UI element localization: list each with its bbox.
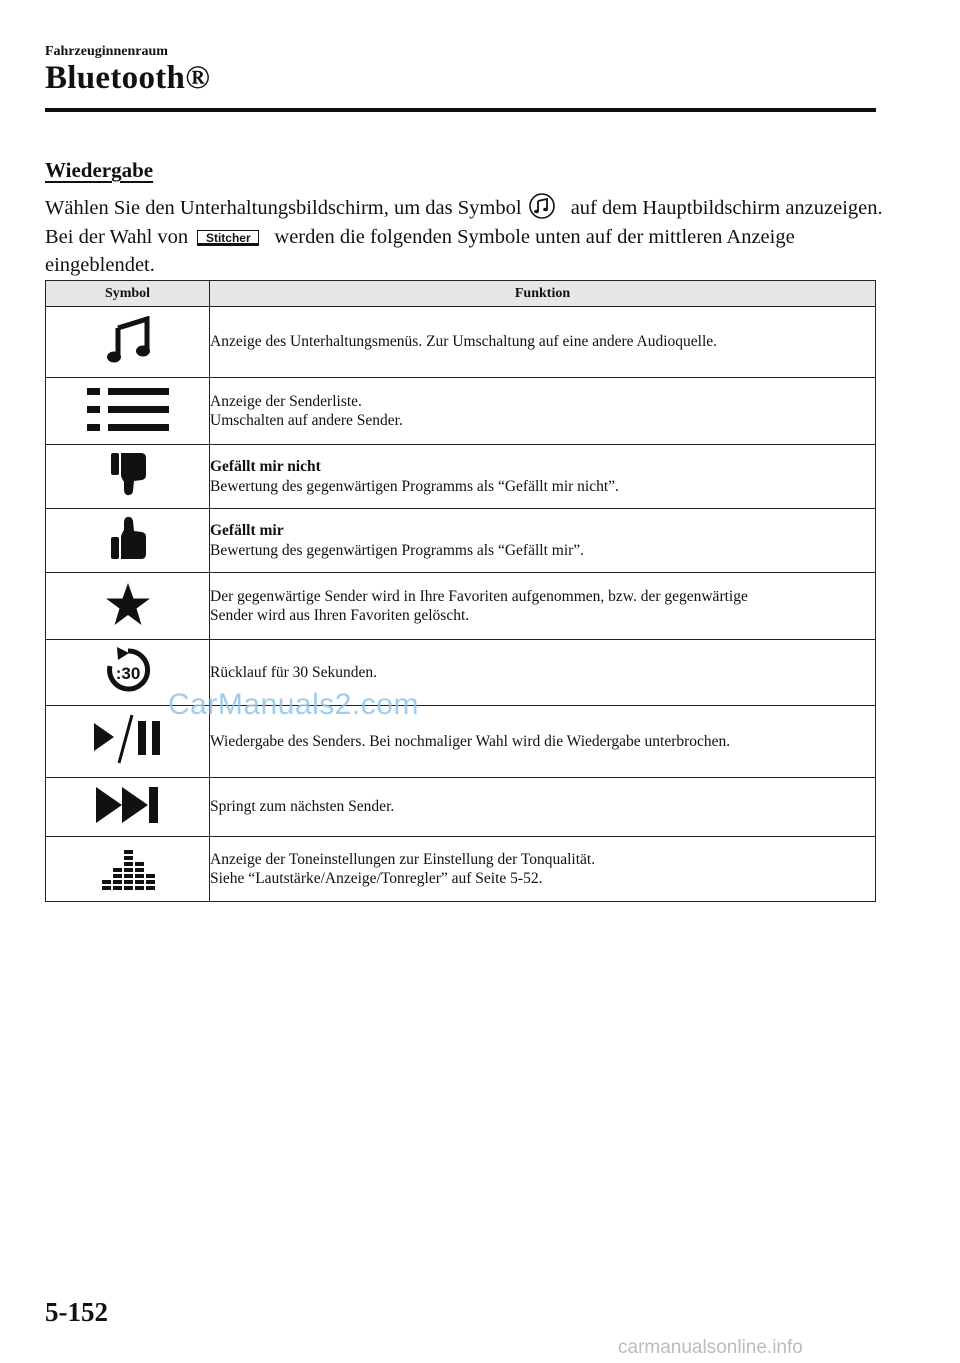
equalizer-bar-segment — [113, 880, 122, 884]
equalizer-icon — [100, 844, 156, 895]
equalizer-bar-segment — [146, 874, 155, 878]
footer-site: carmanualsonline.info — [618, 1337, 803, 1358]
header-divider — [45, 108, 876, 112]
function-cell — [210, 778, 876, 837]
equalizer-bar-segment — [124, 868, 133, 872]
equalizer-bar-segment — [146, 880, 155, 884]
function-text: Bewertung des gegenwärtigen Programms als “Gefällt mir”. — [210, 541, 585, 559]
equalizer-bar-segment — [113, 868, 122, 872]
symbol-cell — [46, 509, 210, 573]
equalizer-bar-segment — [135, 862, 144, 866]
table-row — [46, 378, 876, 445]
function-cell — [210, 509, 876, 573]
equalizer-bar-segment — [124, 850, 133, 854]
equalizer-bar-segment — [135, 886, 144, 890]
table-row — [46, 573, 876, 640]
table-row — [46, 509, 876, 573]
function-text: Anzeige des Unterhaltungsmenüs. Zur Umschaltung auf eine andere Audioquelle. — [210, 333, 718, 351]
station-list-icon — [87, 385, 169, 438]
symbol-cell — [46, 837, 210, 902]
function-text: Der gegenwärtige Sender wird in Ihre Favoriten aufgenommen, bzw. der gegenwärtige — [210, 587, 748, 605]
equalizer-bar-segment — [113, 874, 122, 878]
function-cell — [210, 573, 876, 640]
equalizer-bar-segment — [124, 856, 133, 860]
rewind-30-icon — [104, 646, 152, 699]
equalizer-bar-segment — [124, 862, 133, 866]
symbol-cell — [46, 378, 210, 445]
function-cell — [210, 378, 876, 445]
equalizer-bar-segment — [135, 868, 144, 872]
function-text: Sender wird aus Ihren Favoriten gelöscht. — [210, 607, 470, 624]
equalizer-bar-segment — [146, 886, 155, 890]
star-icon — [105, 581, 151, 632]
thumbs-down-icon — [108, 451, 148, 502]
function-text: Wiedergabe des Senders. Bei nochmaliger Wahl wird die Wiedergabe unterbrochen. — [210, 732, 731, 750]
column-header-function: Funktion — [210, 281, 876, 307]
function-title: Gefällt mir — [210, 522, 284, 539]
intro-paragraph — [45, 193, 885, 280]
function-text: Anzeige der Toneinstellungen zur Einstellung der Tonqualität. — [210, 850, 596, 868]
function-cell — [210, 445, 876, 509]
table-row — [46, 445, 876, 509]
skip-next-icon — [96, 785, 160, 830]
function-text: Bewertung des gegenwärtigen Programms als “Gefällt mir nicht”. — [210, 477, 619, 495]
symbol-cell — [46, 307, 210, 378]
function-text: Umschalten auf andere Sender. — [210, 412, 403, 429]
equalizer-bar-segment — [124, 880, 133, 884]
stitcher-logo: Stitcher — [197, 230, 259, 246]
music-note-icon — [105, 316, 151, 369]
function-text: Anzeige der Senderliste. — [210, 392, 362, 410]
rewind-30-label: :30 — [115, 664, 140, 683]
function-text: Springt zum nächsten Sender. — [210, 798, 395, 816]
equalizer-bar-segment — [102, 886, 111, 890]
function-text: Rücklauf für 30 Sekunden. — [210, 663, 378, 681]
symbol-function-table — [45, 280, 876, 902]
table-row — [46, 307, 876, 378]
equalizer-bar-segment — [135, 874, 144, 878]
symbol-cell — [46, 445, 210, 509]
intro-text-2: auf dem Hauptbildschirm anzuzeigen. Bei der Wahl von — [45, 197, 883, 248]
table-row — [46, 837, 876, 902]
intro-text-3: werden die folgenden Symbole unten auf der mittleren Anzeige eingeblendet. — [45, 225, 795, 276]
equalizer-bar-segment — [102, 880, 111, 884]
page-title: Bluetooth® — [45, 60, 211, 96]
thumbs-up-icon — [108, 515, 148, 566]
watermark: CarManuals2.com — [168, 688, 419, 721]
equalizer-bar-segment — [124, 874, 133, 878]
music-note-inline-icon — [528, 193, 560, 219]
function-title: Gefällt mir nicht — [210, 458, 321, 475]
function-text: Siehe “Lautstärke/Anzeige/Tonregler” auf Seite 5-52. — [210, 870, 543, 887]
function-cell — [210, 307, 876, 378]
section-heading: Wiedergabe — [45, 158, 154, 182]
symbol-cell — [46, 778, 210, 837]
equalizer-bar-segment — [124, 886, 133, 890]
section-label: Fahrzeuginnenraum — [45, 44, 168, 59]
intro-text-1: Wählen Sie den Unterhaltungsbildschirm, um das Symbol — [45, 197, 522, 219]
function-cell — [210, 837, 876, 902]
column-header-symbol: Symbol — [46, 281, 210, 307]
page-number: 5-152 — [45, 1297, 108, 1327]
play-pause-icon — [92, 713, 164, 770]
symbol-cell — [46, 573, 210, 640]
equalizer-bar-segment — [135, 880, 144, 884]
table-row — [46, 778, 876, 837]
table-header-row — [46, 281, 876, 307]
equalizer-bar-segment — [113, 886, 122, 890]
